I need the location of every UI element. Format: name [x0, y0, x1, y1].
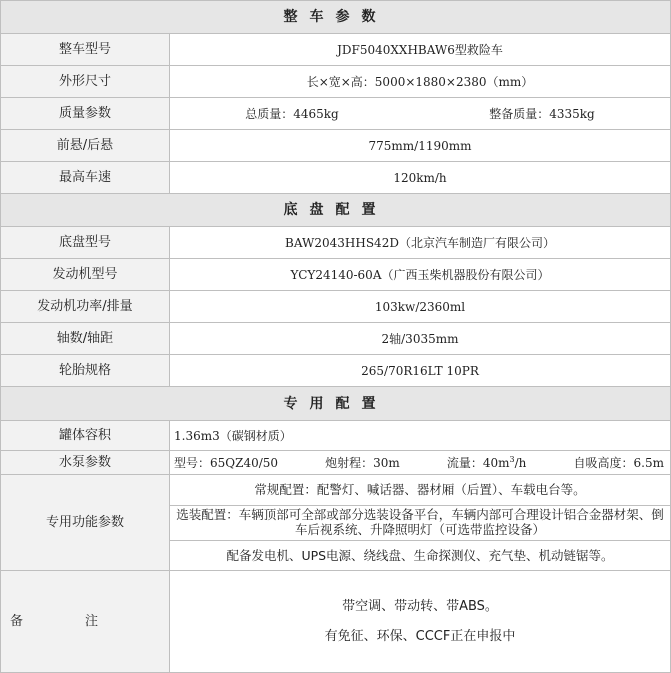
value-dimensions: 长×宽×高：5000×1880×2380（mm） — [170, 66, 671, 98]
func-equipment: 配备发电机、UPS电源、绕线盘、生命探测仪、充气垫、机动链锯等。 — [226, 548, 614, 563]
row-mass — [1, 98, 671, 130]
section-header-chassis — [1, 194, 671, 227]
value-tank: 1.36m3（碳钢材质） — [170, 421, 671, 451]
label-functions: 专用功能参数 — [1, 475, 170, 571]
section-title-chassis: 底盘配置 — [1, 194, 671, 227]
value-axle: 2轴/3035mm — [170, 323, 671, 355]
value-pump-flow — [447, 455, 527, 471]
label-vehicle-model: 整车型号 — [1, 34, 170, 66]
label-engine-model: 发动机型号 — [1, 259, 170, 291]
flow-prefix: 流量：40m — [446, 455, 510, 470]
label-tank: 罐体容积 — [1, 421, 170, 451]
value-chassis-model: BAW2043HHS42D（北京汽车制造厂有限公司） — [170, 227, 671, 259]
label-mass: 质量参数 — [1, 98, 170, 130]
row-max-speed — [1, 162, 671, 194]
value-remarks — [170, 571, 671, 673]
value-functions — [170, 475, 671, 571]
row-overhang — [1, 130, 671, 162]
value-vehicle-model: JDF5040XXHBAW6型救险车 — [170, 34, 671, 66]
row-chassis-model — [1, 227, 671, 259]
label-chassis-model: 底盘型号 — [1, 227, 170, 259]
value-pump-suction: 自吸高度：6.5m — [573, 455, 664, 470]
label-remarks — [1, 571, 170, 673]
row-functions — [1, 475, 671, 571]
section-header-vehicle — [1, 1, 671, 34]
label-overhang: 前悬/后悬 — [1, 130, 170, 162]
value-pump-model: 型号：65QZ40/50 — [174, 455, 279, 470]
row-axle — [1, 323, 671, 355]
label-dimensions: 外形尺寸 — [1, 66, 170, 98]
section-title-special: 专用配置 — [1, 387, 671, 421]
remark-line-2: 有免征、环保、CCCF正在申报中 — [324, 628, 516, 644]
value-engine-model: YCY24140-60A（广西玉柴机器股份有限公司） — [170, 259, 671, 291]
row-remarks — [1, 571, 671, 673]
func-standard: 常规配置：配警灯、喊话器、器材厢（后置）、车载电台等。 — [170, 475, 670, 506]
label-engine-power: 发动机功率/排量 — [1, 291, 170, 323]
label-pump: 水泵参数 — [1, 451, 170, 475]
label-tire: 轮胎规格 — [1, 355, 170, 387]
remarks-label-text: 备注 — [9, 613, 160, 629]
label-max-speed: 最高车速 — [1, 162, 170, 194]
section-title-vehicle: 整车参数 — [1, 1, 671, 34]
row-engine-model — [1, 259, 671, 291]
value-tire: 265/70R16LT 10PR — [170, 355, 671, 387]
value-max-speed: 120km/h — [170, 162, 671, 194]
row-tank — [1, 421, 671, 451]
row-tire — [1, 355, 671, 387]
value-curb-mass: 整备质量：4335kg — [489, 106, 595, 121]
section-header-special — [1, 387, 671, 421]
func-optional: 选装配置：车辆顶部可全部或部分选装设备平台，车辆内部可合理设计铝合金器材架、倒车后视系统、升降照明灯（可选带监控设备） — [170, 506, 670, 541]
value-engine-power: 103kw/2360ml — [170, 291, 671, 323]
flow-suffix: /h — [514, 455, 527, 470]
remark-line-1: 带空调、带动转、带ABS。 — [342, 598, 498, 614]
label-axle: 轴数/轴距 — [1, 323, 170, 355]
value-total-mass: 总质量：4465kg — [245, 106, 339, 121]
row-pump — [1, 451, 671, 475]
value-pump-range: 炮射程：30m — [325, 455, 400, 470]
row-engine-power — [1, 291, 671, 323]
value-overhang: 775mm/1190mm — [170, 130, 671, 162]
value-pump — [170, 451, 671, 475]
flow-exponent: 3 — [509, 454, 515, 464]
row-vehicle-model — [1, 34, 671, 66]
row-dimensions — [1, 66, 671, 98]
value-mass — [170, 98, 671, 130]
